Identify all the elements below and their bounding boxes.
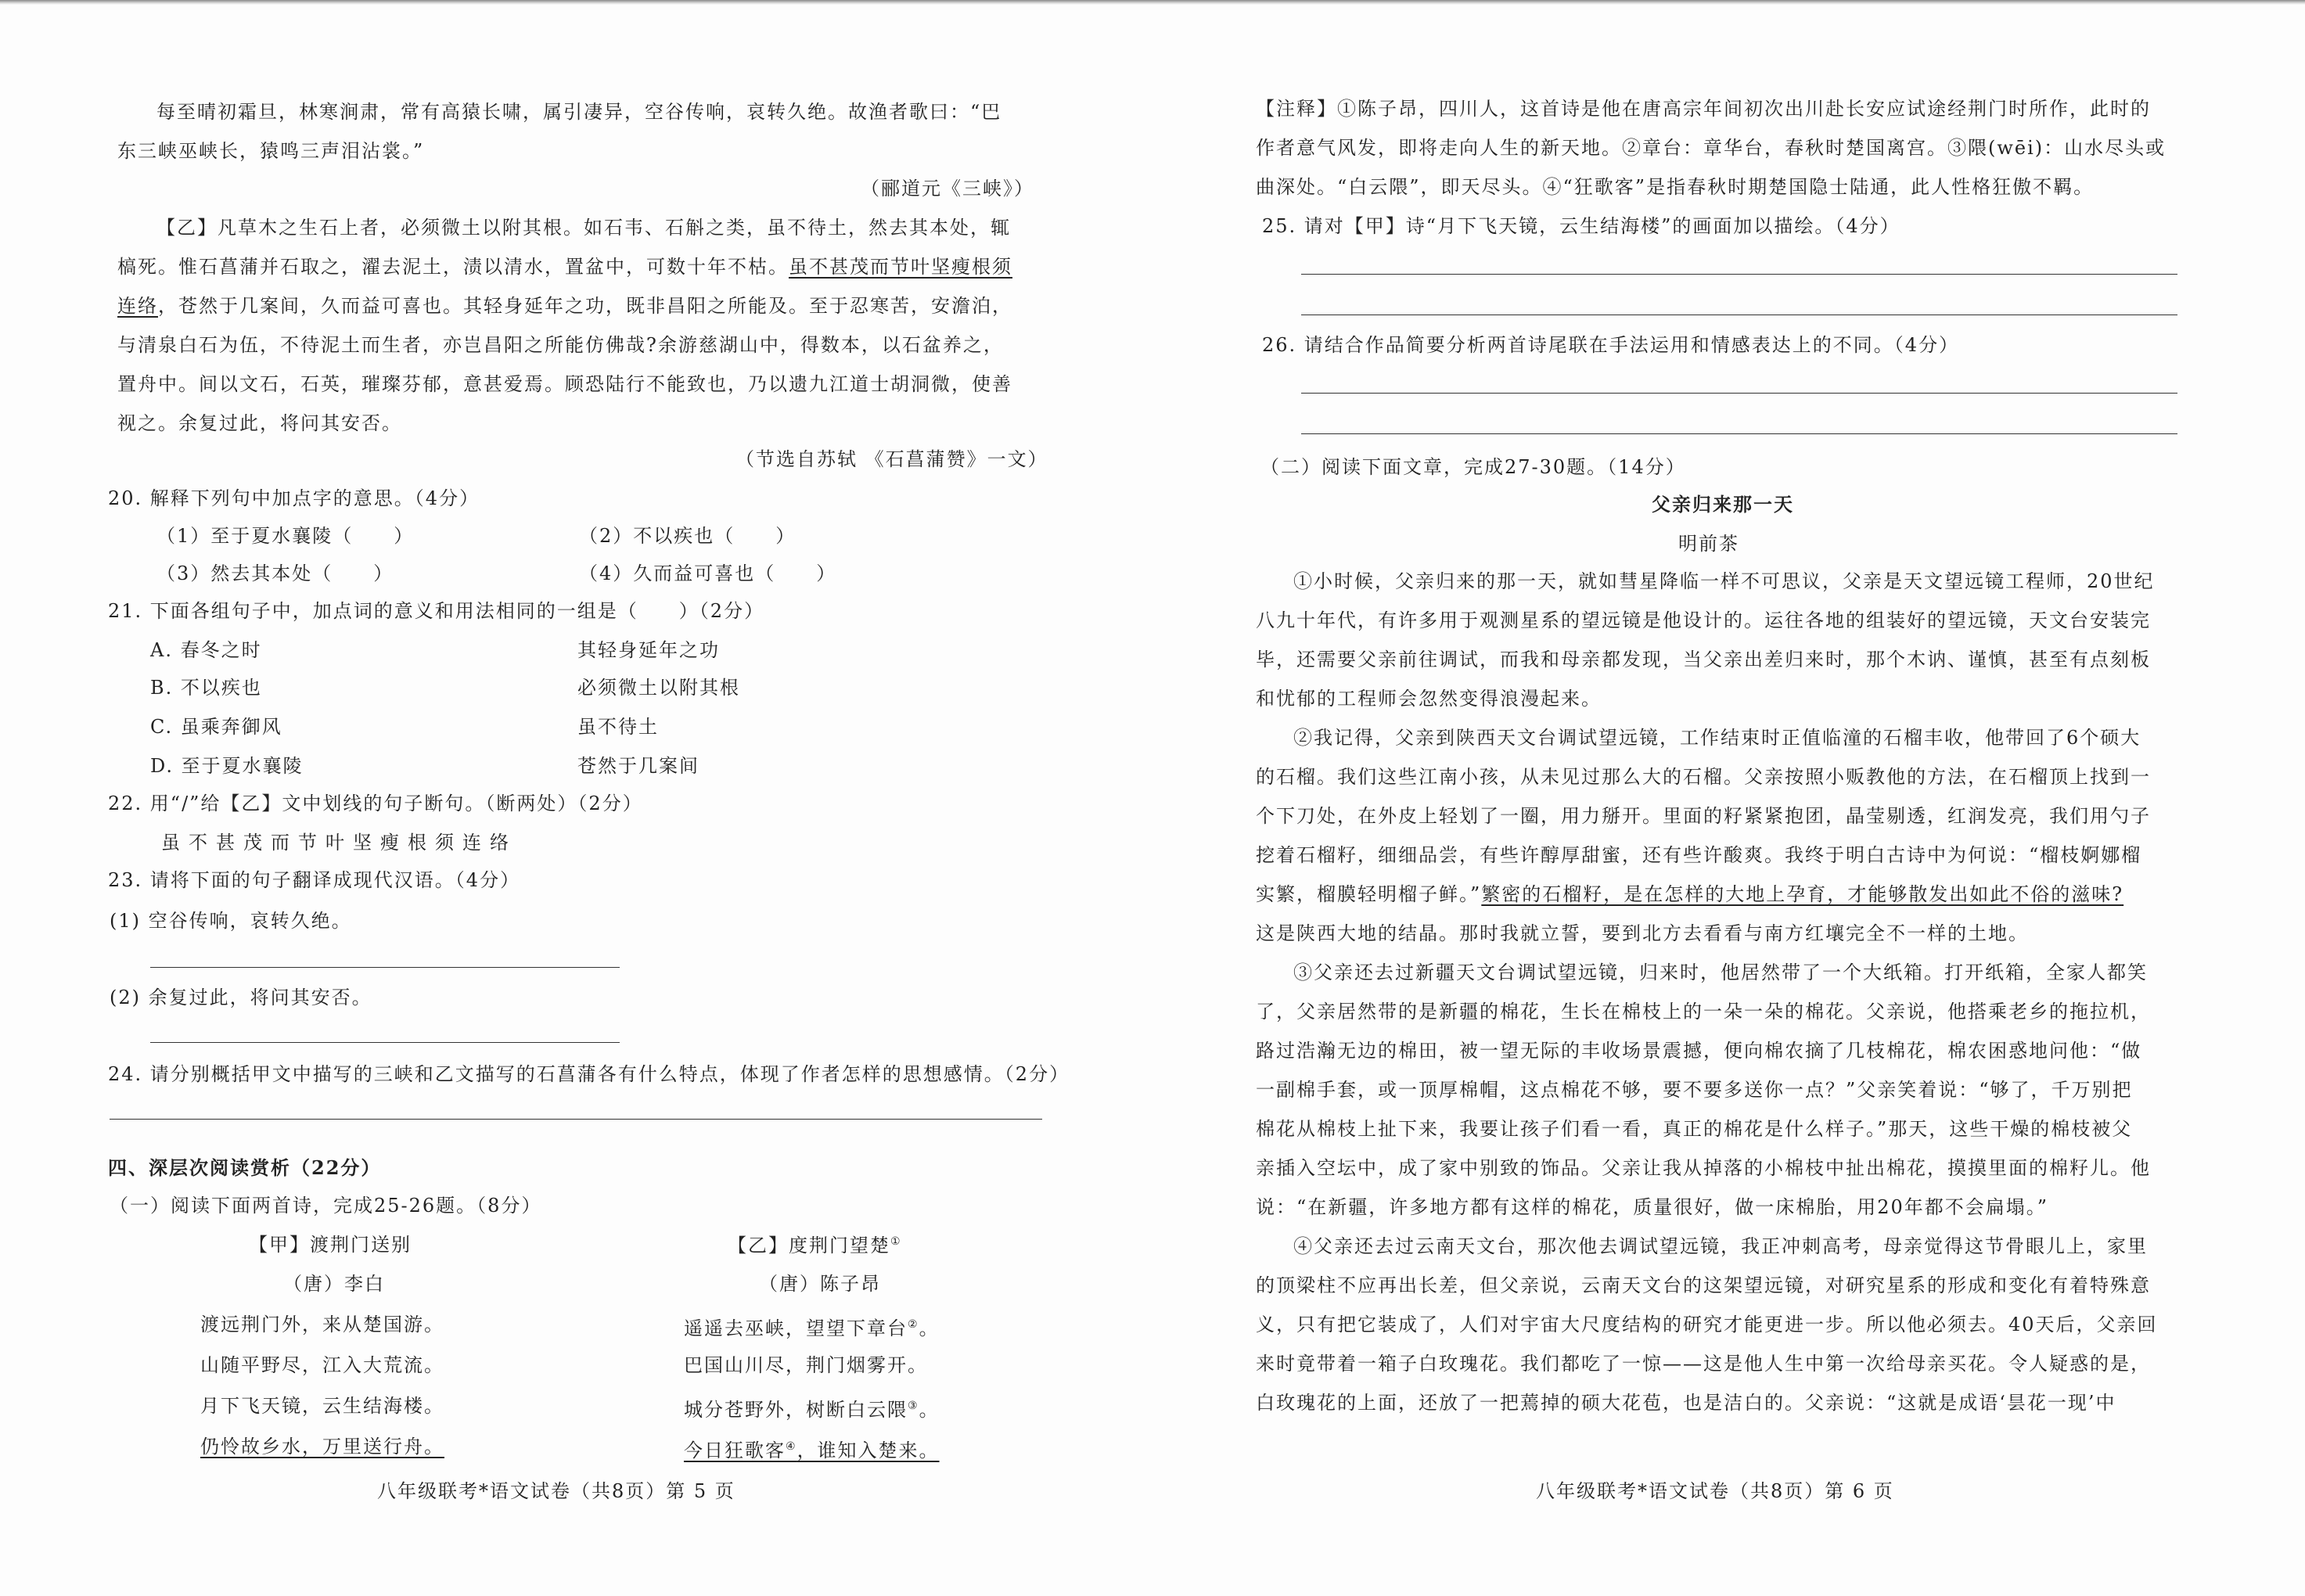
poem-yi-line-1-text: 遥遥去巫峡，望望下章台 <box>684 1317 908 1339</box>
article-line-12: 了，父亲居然带的是新疆的棉花，生长在棉枝上的一朵一朵的棉花。父亲说，他搭乘老乡的拖拉机， <box>1256 1001 2151 1023</box>
q26-answer-line-2[interactable] <box>1301 433 2177 434</box>
yi-source: （节选自苏轼 《石菖蒲赞》一文） <box>735 448 1048 470</box>
jia-source: （郦道元《三峡》） <box>861 178 1034 200</box>
q21-option-c: C. 虽乘奔御风 <box>150 716 282 738</box>
q22-title: 22. 用“/”给【乙】文中划线的句子断句。（断两处）（2分） <box>108 793 643 814</box>
yi-text-line-2 <box>117 253 1012 280</box>
q25-title: 25. 请对【甲】诗“月下飞天镜，云生结海楼”的画面加以描绘。（4分） <box>1262 215 1900 237</box>
q22-sentence: 虽不甚茂而节叶坚瘦根须连络 <box>161 832 517 854</box>
q20-item-4: （4）久而益可喜也（ ） <box>579 563 837 584</box>
q23-sentence-1: (1) 空谷传响，哀转久绝。 <box>110 910 352 932</box>
poem-yi-title <box>728 1228 902 1259</box>
article-line-1: ①小时候，父亲归来的那一天，就如彗星降临一样不可思议，父亲是天文望远镜工程师，20世纪 <box>1293 570 2155 592</box>
article-line-8: 挖着石榴籽，细细品尝，有些许醇厚甜蜜，还有些许酸爽。我终于明白古诗中为何说：“榴枝婀娜榴 <box>1256 844 2142 866</box>
page-5 <box>0 0 1152 1596</box>
q21-option-c-pair: 虽不待土 <box>577 716 659 738</box>
article-line-4: 和忧郁的工程师会忽然变得浪漫起来。 <box>1256 688 1602 710</box>
jia-text-line-2: 东三峡巫峡长，猿鸣三声泪沾裳。” <box>117 140 425 162</box>
q25-answer-line-1[interactable] <box>1301 274 2177 275</box>
article-title: 父亲归来那一天 <box>1652 493 1794 516</box>
article-line-2: 八九十年代，有许多用于观测星系的望远镜是他设计的。运往各地的组装好的望远镜，天文台安装完 <box>1256 609 2151 631</box>
poem-yi-author: （唐）陈子昂 <box>759 1273 881 1295</box>
article-line-9 <box>1256 881 2123 908</box>
yi-text-line-4: 与清泉白石为伍，不待泥土而生者，亦岂昌阳之所能仿佛哉?余游慈湖山中，得数本，以石盆养之， <box>117 334 1004 356</box>
article-underlined-sentence: 繁密的石榴籽，是在怎样的大地上孕育，才能够散发出如此不俗的滋味? <box>1481 883 2124 905</box>
poem-jia-line-3: 月下飞天镜，云生结海楼。 <box>200 1395 444 1417</box>
poem-yi-title-note: ① <box>890 1235 902 1248</box>
q23-answer-line-2[interactable] <box>150 1042 620 1043</box>
poem-yi-line-4-text: 今日狂歌客 <box>684 1440 786 1461</box>
q20-item-2: （2）不以疾也（ ） <box>579 525 797 547</box>
poem-jia-line-4: 仍怜故乡水，万里送行舟。 <box>200 1436 444 1458</box>
q24-title: 24. 请分别概括甲文中描写的三峡和乙文描写的石菖蒲各有什么特点，体现了作者怎样的思想感情。（2分） <box>108 1063 1070 1085</box>
article-line-10: 这是陕西大地的结晶。那时我就立誓，要到北方去看看与南方红壤完全不一样的土地。 <box>1256 922 2029 944</box>
yi-text-line-5: 置舟中。间以文石，石英，璀璨芬郁，意甚爱焉。顾恐陆行不能致也，乃以遗九江道士胡洞微，使善 <box>117 373 1012 395</box>
article-line-7: 个下刀处，在外皮上轻划了一圈，用力掰开。里面的籽紧紧抱团，晶莹剔透，红润发亮，我们用勺子 <box>1256 805 2151 827</box>
poem-jia-title: 【甲】渡荆门送别 <box>249 1234 412 1256</box>
q21-title: 21. 下面各组句子中，加点词的意义和用法相同的一组是（ ）（2分） <box>108 600 765 622</box>
article-author: 明前茶 <box>1678 533 1739 555</box>
jia-text-line-1: 每至晴初霜旦，林寒涧肃，常有高猿长啸，属引凄异，空谷传响，哀转久绝。故渔者歌曰：“巴 <box>156 101 1002 123</box>
page-5-footer: 八年级联考*语文试卷（共8页）第 5 页 <box>377 1480 735 1502</box>
poem-yi-title-text: 【乙】度荆门望楚 <box>728 1235 890 1256</box>
poem-yi-line-1-note: ② <box>908 1318 919 1331</box>
article-line-16: 亲插入空坛中，成了家中别致的饰品。父亲让我从掉落的小棉枝中扯出棉花，摸摸里面的棉籽儿。他 <box>1256 1157 2151 1179</box>
q21-option-a-pair: 其轻身延年之功 <box>577 639 720 661</box>
poem-yi-line-3-note: ③ <box>908 1400 919 1412</box>
q21-option-b: B. 不以疾也 <box>150 677 262 699</box>
poem-yi-line-3-text: 城分苍野外，树断白云隈 <box>684 1399 908 1421</box>
page-6 <box>1152 0 2305 1596</box>
q26-answer-line-1[interactable] <box>1301 393 2177 394</box>
q21-option-d: D. 至于夏水襄陵 <box>150 755 304 777</box>
poem-yi-line-4 <box>684 1433 940 1464</box>
yi-line3-text: ，苍然于几案间，久而益可喜也。其轻身延年之功，既非昌阳之所能及。至于忍寒苦，安澹泊， <box>158 295 1012 317</box>
poem-yi-line-4-end: ，谁知入楚来。 <box>797 1440 940 1461</box>
page-6-footer: 八年级联考*语文试卷（共8页）第 6 页 <box>1536 1480 1894 1502</box>
q23-answer-line-1[interactable] <box>150 967 620 968</box>
yi-line2-text: 槁死。惟石菖蒲并石取之，濯去泥土，渍以清水，置盆中，可数十年不枯。 <box>117 256 789 278</box>
q20-item-3: （3）然去其本处（ ） <box>156 563 394 584</box>
q26-title: 26. 请结合作品简要分析两首诗尾联在手法运用和情感表达上的不同。（4分） <box>1262 334 1960 356</box>
article-line-17: 说：“在新疆，许多地方都有这样的棉花，质量很好，做一床棉胎，用20年都不会扁塌。” <box>1256 1196 2049 1218</box>
article-line-15: 棉花从棉枝上扯下来，我要让孩子们看一看，真正的棉花是什么样子。”那天，这些干燥的棉枝被父 <box>1256 1118 2133 1140</box>
q21-option-a: A. 春冬之时 <box>150 639 262 661</box>
q20-item-1: （1）至于夏水襄陵（ ） <box>156 525 415 547</box>
article-line-22: 白玫瑰花的上面，还放了一把蔫掉的硕大花苞，也是洁白的。父亲说：“这就是成语‘昙花一现’中 <box>1256 1392 2116 1414</box>
section-4-heading: 四、深层次阅读赏析（22分） <box>108 1156 382 1179</box>
poems-instruction: （一）阅读下面两首诗，完成25-26题。（8分） <box>110 1195 542 1217</box>
poem-yi-line-3-end: 。 <box>919 1399 940 1421</box>
q24-answer-line[interactable] <box>110 1119 1042 1120</box>
poem-yi-line-1 <box>684 1311 940 1342</box>
article-line-14: 一副棉手套，或一顶厚棉帽，这点棉花不够，要不要多送你一点？”父亲笑着说：“够了，千万别把 <box>1256 1079 2133 1101</box>
poem-yi-line-2: 巴国山川尽，荆门烟雾开。 <box>684 1354 928 1376</box>
notes-line-2: 作者意气风发，即将走向人生的新天地。②章台：章华台，春秋时楚国离宫。③隈(wēi)：山水尽头或 <box>1256 137 2167 159</box>
q21-option-d-pair: 苍然于几案间 <box>577 755 699 777</box>
poem-jia-line-2: 山随平野尽，江入大荒流。 <box>200 1354 444 1376</box>
yi-underlined-sentence-b: 连络 <box>117 295 158 317</box>
article-line-13: 路过浩瀚无边的棉田，被一望无际的丰收场景震撼，便向棉农摘了几枝棉花，棉农困惑地问他：“做 <box>1256 1040 2142 1062</box>
article-line-11: ③父亲还去过新疆天文台调试望远镜，归来时，他居然带了一个大纸箱。打开纸箱，全家人都笑 <box>1293 962 2148 983</box>
article-line-6: 的石榴。我们这些江南小孩，从未见过那么大的石榴。父亲按照小贩教他的方法，在石榴顶上找到一 <box>1256 766 2151 788</box>
q21-option-b-pair: 必须微土以附其根 <box>577 677 740 699</box>
yi-text-line-1: 【乙】凡草木之生石上者，必须微土以附其根。如石韦、石斛之类，虽不待土，然去其本处，辄 <box>156 217 1011 239</box>
q23-title: 23. 请将下面的句子翻译成现代汉语。（4分） <box>108 869 521 891</box>
notes-line-1: 【注释】①陈子昂，四川人，这首诗是他在唐高宗年间初次出川赴长安应试途经荆门时所作，此时的 <box>1256 98 2151 120</box>
poem-yi-line-3 <box>684 1393 940 1423</box>
q23-sentence-2: (2) 余复过此，将问其安否。 <box>110 987 372 1008</box>
article-line-21: 来时竟带着一箱子白玫瑰花。我们都吃了一惊——这是他人生中第一次给母亲买花。令人疑惑的是， <box>1256 1353 2151 1375</box>
poem-yi-line-1-end: 。 <box>919 1317 940 1339</box>
article-line-5: ②我记得，父亲到陕西天文台调试望远镜，工作结束时正值临潼的石榴丰收，他带回了6个硕大 <box>1293 727 2141 749</box>
article-line-3: 毕，还需要父亲前往调试，而我和母亲都发现，当父亲出差归来时，那个木讷、谨慎，甚至有点刻板 <box>1256 649 2151 670</box>
q20-title: 20. 解释下列句中加点字的意思。（4分） <box>108 487 480 509</box>
poem-yi-line-4-note: ④ <box>786 1440 797 1453</box>
poem-jia-line-1: 渡远荆门外，来从楚国游。 <box>200 1314 444 1335</box>
poem-jia-author: （唐）李白 <box>283 1273 385 1295</box>
notes-line-3: 曲深处。“白云隈”，即天尽头。④“狂歌客”是指春秋时期楚国隐士陆通，此人性格狂傲不羁。 <box>1256 176 2095 198</box>
article-line-9-text: 实繁，榴膜轻明榴子鲜。” <box>1256 883 1482 905</box>
article-line-19: 的顶梁柱不应再出长差，但父亲说，云南天文台的这架望远镜，对研究星系的形成和变化有着特殊意 <box>1256 1274 2151 1296</box>
yi-underlined-sentence-a: 虽不甚茂而节叶坚瘦根须 <box>789 256 1012 278</box>
yi-text-line-6: 视之。余复过此，将问其安否。 <box>117 412 402 434</box>
article-line-18: ④父亲还去过云南天文台，那次他去调试望远镜，我正冲刺高考，母亲觉得这节骨眼儿上，家里 <box>1293 1235 2148 1257</box>
article-line-20: 义，只有把它装成了，人们对宇宙大尺度结构的研究才能更进一步。所以他必须去。40天后，父亲回 <box>1256 1314 2158 1335</box>
yi-text-line-3 <box>117 293 1012 319</box>
article-instruction: （二）阅读下面文章，完成27-30题。（14分） <box>1260 456 1686 478</box>
